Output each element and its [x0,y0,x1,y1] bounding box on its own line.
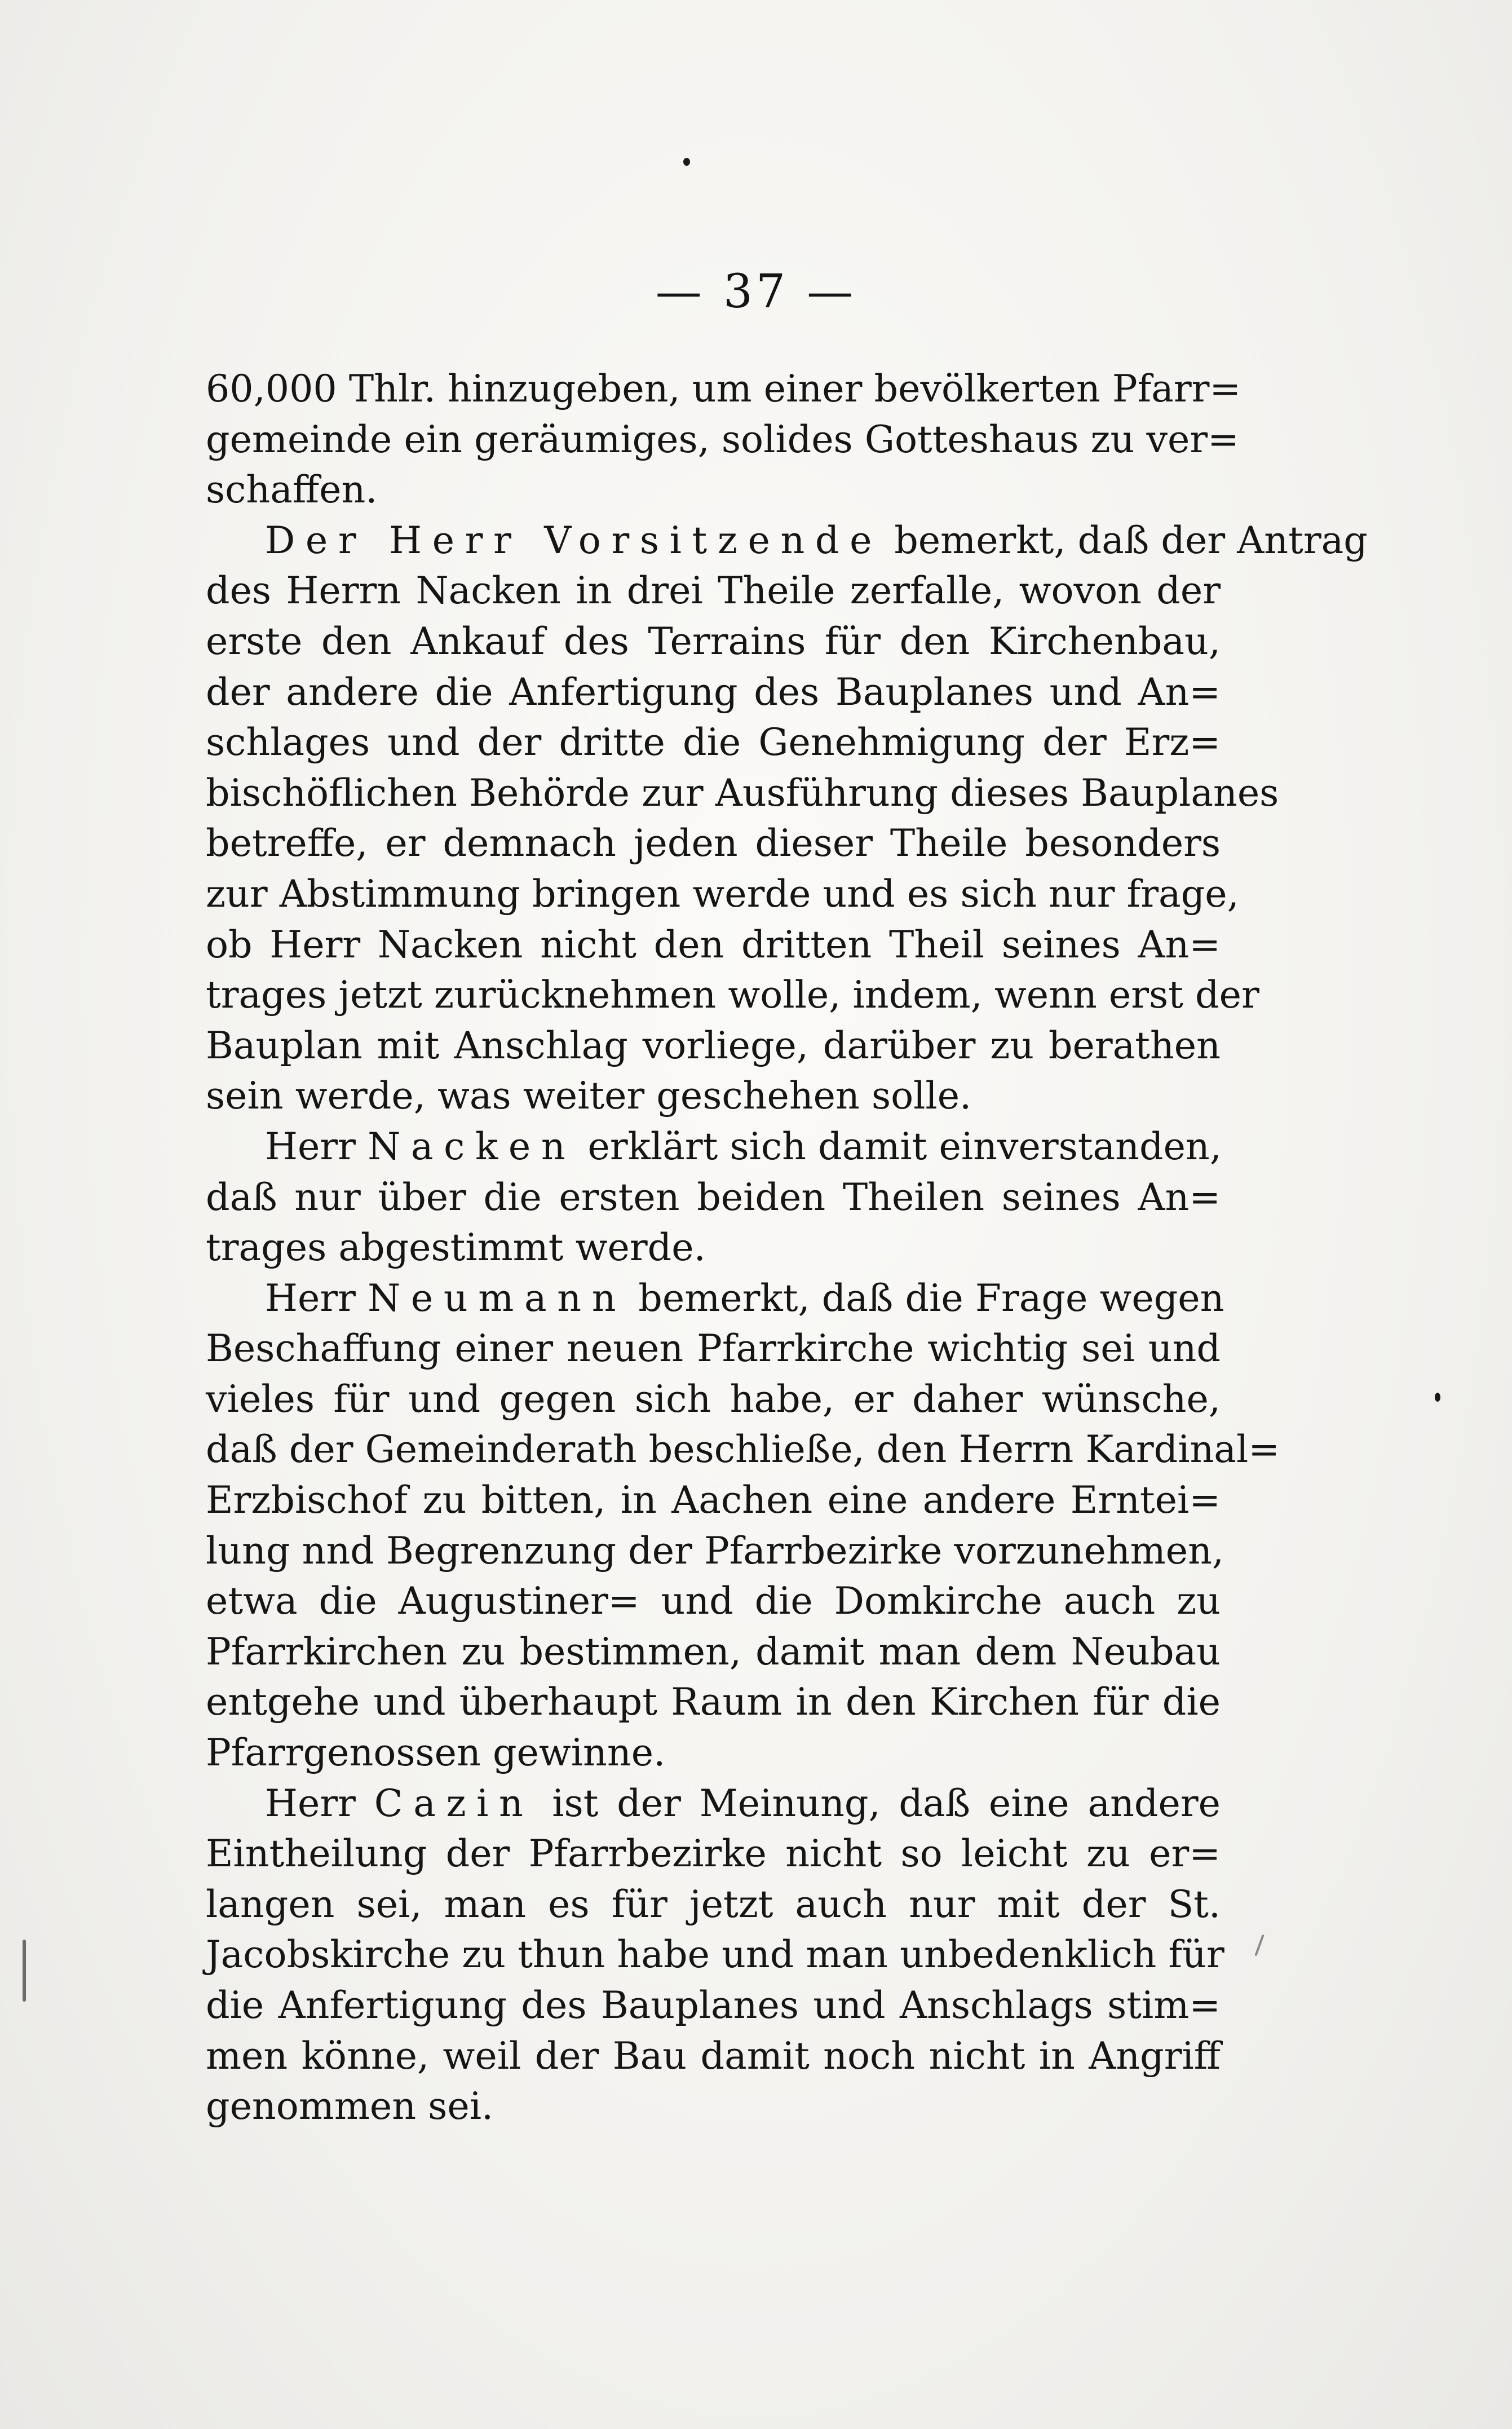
ink-speck [683,158,690,166]
text-line [206,515,1368,566]
text-line [206,1121,1221,1172]
text-line: trages abgestimmt werde. [206,1225,706,1270]
body-text [206,364,1368,2132]
text-line: schaffen. [206,467,378,512]
text-line: gemeinde ein geräumiges, solides Gotteshaus zu ver= [206,417,1239,461]
text-line: schlages und der dritte die Genehmigung der Erz= [206,720,1221,765]
speaker-name: Der Herr Vorsitzende [265,518,883,562]
text-line: 60,000 Thlr. hinzugeben, um einer bevölkerten Pfarr= [206,366,1241,410]
text-line: zur Abstimmung bringen werde und es sich nur frage, [206,871,1239,916]
text-line: Eintheilung der Pfarrbezirke nicht so leicht zu er= [206,1831,1221,1876]
text-line [206,1778,1221,1829]
text-line: Jacobskirche zu thun habe und man unbedenklich für [206,1932,1224,1977]
text-line: Erzbischof zu bitten, in Aachen eine andere Erntei= [206,1478,1221,1522]
speaker-name: Nacken [368,1124,576,1168]
ink-speck [1254,1935,1264,1957]
page-number: — 37 — [655,265,857,319]
ink-speck [1435,1393,1440,1402]
speaker-prefix: Herr [265,1781,374,1825]
speaker-prefix: Herr [265,1124,368,1168]
text-run: bemerkt, daß der Antrag [882,518,1368,562]
text-line: sein werde, was weiter geschehen solle. [206,1074,972,1118]
text-line [206,1273,1224,1324]
text-line: ob Herr Nacken nicht den dritten Theil seines An= [206,922,1221,966]
text-line: bischöflichen Behörde zur Ausführung dieses Bauplanes [206,770,1279,815]
text-line: daß nur über die ersten beiden Theilen seines An= [206,1174,1221,1219]
text-line: entgehe und überhaupt Raum in den Kirchen für die [206,1680,1221,1724]
text-line: genommen sei. [206,2084,494,2128]
text-line: langen sei, man es für jetzt auch nur mit der St. [206,1882,1221,1926]
text-line: der andere die Anfertigung des Bauplanes und An= [206,669,1221,714]
text-line: vieles für und gegen sich habe, er daher wünsche, [206,1376,1221,1421]
text-line: daß der Gemeinderath beschließe, den Herrn Kardinal= [206,1427,1280,1472]
text-line: lung nnd Begrenzung der Pfarrbezirke vorzunehmen, [206,1528,1224,1573]
text-line: Beschaffung einer neuen Pfarrkirche wichtig sei und [206,1326,1221,1371]
text-run: ist der Meinung, daß eine andere [533,1781,1221,1825]
text-run: erklärt sich damit einverstanden, [576,1124,1222,1168]
text-line: men könne, weil der Bau damit noch nicht in Angriff [206,2033,1221,2078]
ink-speck [23,1940,26,2002]
speaker-name: Neumann [368,1275,627,1320]
speaker-prefix: Herr [265,1275,368,1320]
text-line: die Anfertigung des Bauplanes und Anschlags stim= [206,1983,1221,2027]
text-line: etwa die Augustiner= und die Domkirche auch zu [206,1579,1221,1623]
text-line: Pfarrgenossen gewinne. [206,1730,666,1775]
text-line: betreffe, er demnach jeden dieser Theile besonders [206,821,1221,865]
speaker-name: Cazin [374,1781,534,1825]
text-line: trages jetzt zurücknehmen wolle, indem, wenn erst der [206,973,1259,1017]
text-line: Bauplan mit Anschlag vorliege, darüber zu berathen [206,1023,1221,1067]
text-line: Pfarrkirchen zu bestimmen, damit man dem Neubau [206,1629,1221,1673]
text-run: bemerkt, daß die Frage wegen [626,1275,1224,1320]
text-line: des Herrn Nacken in drei Theile zerfalle, wovon der [206,568,1221,613]
text-line: erste den Ankauf des Terrains für den Kirchenbau, [206,619,1221,663]
